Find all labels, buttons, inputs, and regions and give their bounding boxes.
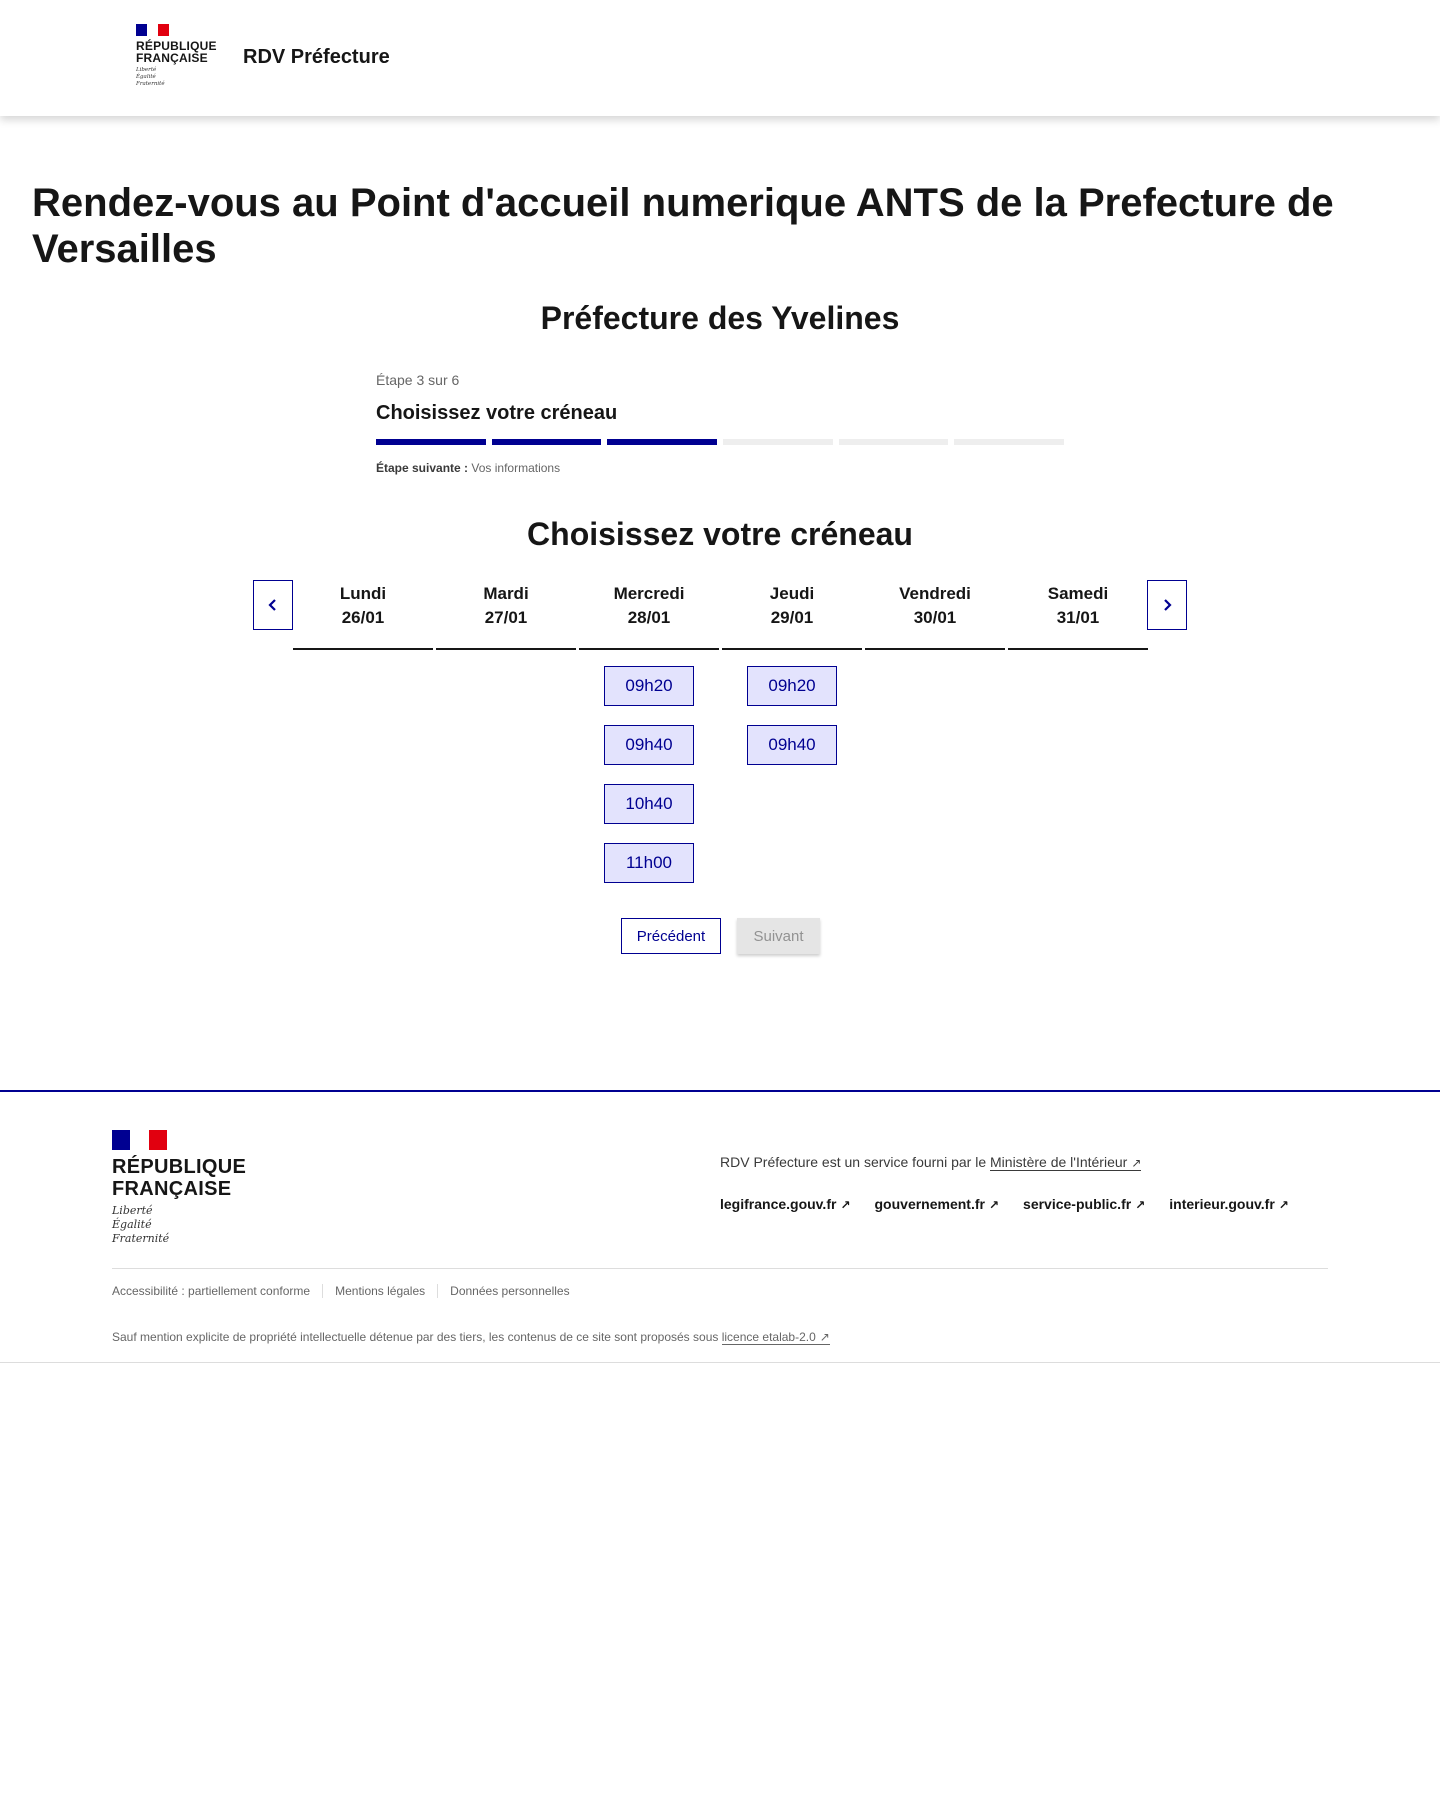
day-date: 29/01 — [770, 608, 814, 627]
day-header — [722, 580, 862, 650]
footer-link[interactable]: gouvernement.fr ↗ — [874, 1196, 1000, 1212]
day-column — [293, 580, 433, 883]
page-title: Rendez-vous au Point d'accueil numerique ANTS de la Prefecture de Versailles — [32, 181, 1334, 271]
footer-link[interactable]: interieur.gouv.fr ↗ — [1169, 1196, 1289, 1212]
day-column — [579, 580, 719, 883]
footer-republique-francaise-logo[interactable] — [112, 1130, 246, 1246]
external-link-icon: ↗ — [1278, 1198, 1289, 1212]
stepper — [376, 372, 1064, 475]
footer-divider — [112, 1268, 1328, 1269]
step-title: Choisissez votre créneau — [376, 402, 618, 424]
site-footer — [0, 1090, 1440, 1362]
day-date: 31/01 — [1056, 608, 1100, 627]
footer-description-text: RDV Préfecture est un service fourni par le — [720, 1154, 987, 1170]
previous-button[interactable]: Précédent — [621, 918, 721, 954]
day-header — [579, 580, 719, 650]
external-link-icon: ↗ — [840, 1198, 851, 1212]
time-slot-button[interactable]: 11h00 — [604, 843, 694, 883]
day-header — [436, 580, 576, 650]
time-slot-button[interactable]: 09h40 — [747, 725, 837, 765]
next-week-button[interactable] — [1147, 580, 1187, 630]
day-header — [865, 580, 1005, 650]
footer-link[interactable]: legifrance.gouv.fr ↗ — [720, 1196, 851, 1212]
day-date: 30/01 — [913, 608, 957, 627]
footer-license — [112, 1330, 830, 1344]
ministere-link[interactable]: Ministère de l'Intérieur ↗ — [990, 1154, 1142, 1170]
time-slot-button[interactable]: 09h20 — [747, 666, 837, 706]
footer-legal-link[interactable]: Mentions légales — [322, 1284, 437, 1298]
next-button-disabled: Suivant — [737, 918, 820, 954]
logo-name-line1: RÉPUBLIQUE — [136, 39, 217, 53]
step-bar — [723, 439, 833, 445]
republique-francaise-logo[interactable] — [136, 24, 216, 88]
time-slot-button[interactable]: 10h40 — [604, 784, 694, 824]
external-link-icon: ↗ — [1131, 1156, 1142, 1170]
day-name: Samedi — [1047, 584, 1109, 603]
step-bar — [839, 439, 949, 445]
slot-section-title: Choisissez votre créneau — [527, 516, 913, 552]
day-name: Jeudi — [769, 584, 815, 603]
step-bar — [954, 439, 1064, 445]
day-column — [436, 580, 576, 883]
step-state: Étape 3 sur 6 — [376, 372, 460, 388]
logo-motto: Liberté Égalité Fraternité — [136, 67, 165, 87]
footer-link[interactable]: service-public.fr ↗ — [1023, 1196, 1146, 1212]
day-column — [865, 580, 1005, 883]
footer-description — [720, 1154, 1141, 1170]
footer-bottom-divider — [0, 1362, 1440, 1363]
day-name: Lundi — [339, 584, 387, 603]
day-date: 27/01 — [484, 608, 528, 627]
external-link-icon: ↗ — [988, 1198, 1000, 1212]
step-next-label: Étape suivante : — [376, 461, 469, 475]
service-title[interactable]: RDV Préfecture — [243, 46, 390, 68]
time-slot-button[interactable]: 09h20 — [604, 666, 694, 706]
footer-logo-name-line2: FRANÇAISE — [112, 1178, 232, 1200]
day-name: Mardi — [483, 584, 529, 603]
step-bar — [492, 439, 602, 445]
external-link-icon: ↗ — [1135, 1198, 1146, 1212]
days-grid — [293, 580, 1147, 883]
footer-logo-motto: Liberté Égalité Fraternité — [112, 1204, 170, 1245]
day-column — [1008, 580, 1148, 883]
step-next — [376, 461, 1064, 475]
previous-week-button[interactable] — [253, 580, 293, 630]
logo-name-line2: FRANÇAISE — [136, 51, 208, 65]
chevron-right-icon — [1161, 598, 1173, 612]
footer-logo-name-line1: RÉPUBLIQUE — [112, 1156, 247, 1178]
french-flag-icon — [112, 1130, 167, 1150]
site-header — [0, 0, 1440, 116]
licence-etalab-link[interactable]: licence etalab-2.0 ↗ — [721, 1330, 830, 1344]
step-bar — [607, 439, 717, 445]
day-name: Vendredi — [899, 584, 971, 603]
page-subtitle: Préfecture des Yvelines — [540, 300, 900, 336]
step-progress — [376, 439, 1064, 445]
footer-legal-links — [112, 1284, 582, 1298]
day-date: 28/01 — [627, 608, 671, 627]
footer-links — [720, 1196, 1289, 1212]
external-link-icon: ↗ — [819, 1330, 830, 1344]
day-header — [1008, 580, 1148, 650]
footer-license-text: Sauf mention explicite de propriété intellectuelle détenue par des tiers, les contenus de ce site sont proposés sous — [112, 1330, 719, 1344]
footer-legal-link[interactable]: Données personnelles — [437, 1284, 581, 1298]
day-column — [722, 580, 862, 883]
footer-legal-link[interactable]: Accessibilité : partiellement conforme — [112, 1284, 311, 1298]
step-next-value: Vos informations — [471, 461, 561, 475]
chevron-left-icon — [267, 598, 279, 612]
day-header — [293, 580, 433, 650]
time-slot-button[interactable]: 09h40 — [604, 725, 694, 765]
day-name: Mercredi — [613, 584, 685, 603]
step-bar — [376, 439, 486, 445]
day-date: 26/01 — [341, 608, 385, 627]
french-flag-icon — [136, 24, 169, 36]
